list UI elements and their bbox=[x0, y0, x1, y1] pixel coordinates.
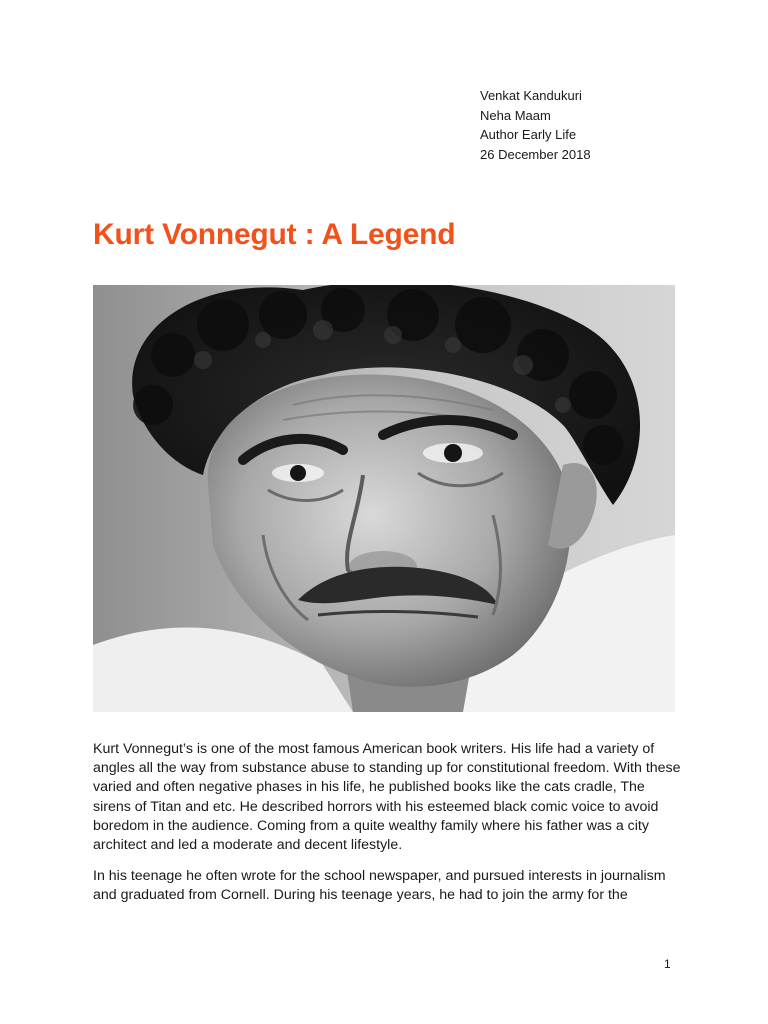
topic-line: Author Early Life bbox=[480, 127, 577, 142]
page-number: 1 bbox=[664, 957, 671, 971]
body-text bbox=[93, 740, 683, 918]
document-title: Kurt Vonnegut : A Legend bbox=[93, 218, 456, 251]
paragraph-1: Kurt Vonnegut’s is one of the most famous American book writers. His life had a variety of angles all the way from substance abuse to standing up for constitutional freedom. With these varied and often negative phases in his life, he published books like the cats cradle, The sirens of Titan and etc. He described horrors with his esteemed black comic voice to avoid boredom in the audience. Coming from a quite wealthy family where his father was a city architect and led a moderate and decent lifestyle. bbox=[93, 741, 681, 854]
author-name: Venkat Kandukuri bbox=[480, 88, 582, 103]
teacher-name: Neha Maam bbox=[480, 107, 551, 123]
portrait-photo bbox=[93, 285, 675, 712]
header-info bbox=[480, 86, 591, 164]
paragraph-2: In his teenage he often wrote for the school newspaper, and pursued interests in journalism and graduated from Cornell. During his teenage years, he had to join the army for the bbox=[93, 868, 666, 904]
date-line: 26 December 2018 bbox=[480, 146, 591, 162]
